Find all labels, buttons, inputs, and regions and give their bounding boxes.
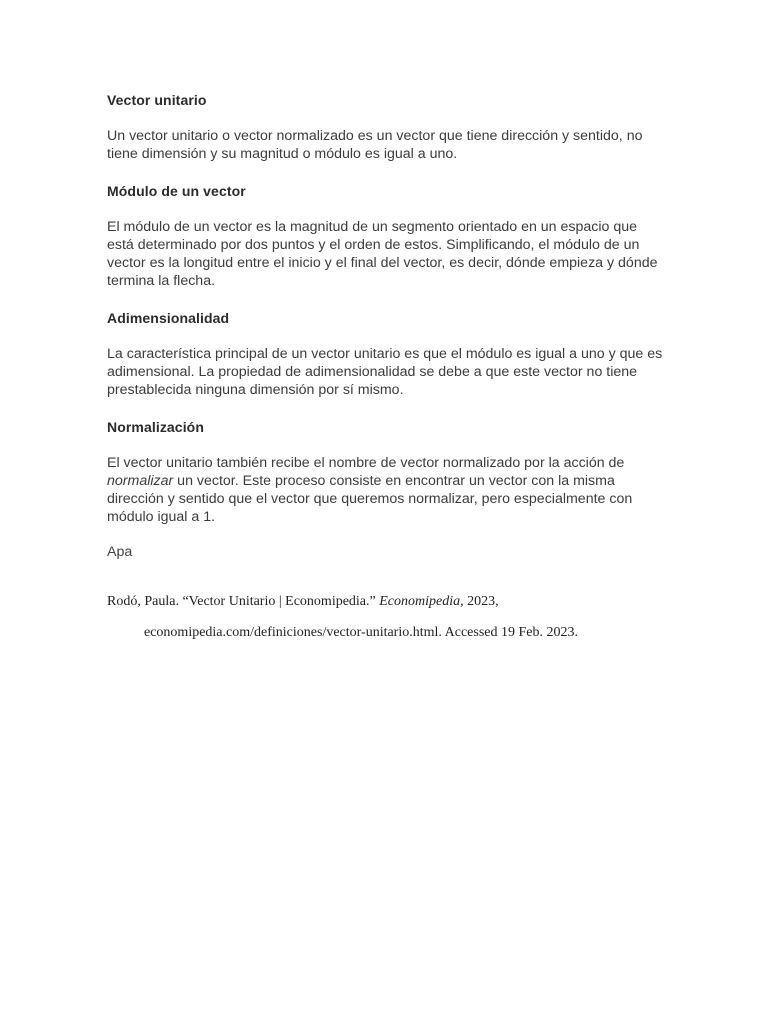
paragraph-modulo-de-un-vector: El módulo de un vector es la magnitud de un segmento orientado en un espacio que está determinado por dos puntos y el orden de estos. Simplificando, el módulo de un vector es la longitud entre el inicio y el final del vector, es decir, dónde empieza y dónde termina la flecha. xyxy=(107,219,658,289)
paragraph-adimensionalidad: La característica principal de un vector unitario es que el módulo es igual a uno y que es adimensional. La propiedad de adimensionalidad se debe a que este vector no tiene prestablecida ninguna dimensión por sí mismo. xyxy=(107,346,663,398)
citation-title: “Vector Unitario | Economipedia.” xyxy=(182,594,380,609)
heading-modulo-de-un-vector: Módulo de un vector xyxy=(107,183,246,199)
citation-line-2: economipedia.com/definiciones/vector-unitario.html. Accessed 19 Feb. 2023. xyxy=(144,625,578,640)
citation-authors: Rodó, Paula. xyxy=(107,594,183,609)
heading-normalizacion: Normalización xyxy=(107,419,204,435)
citation-source: Economipedia xyxy=(379,594,461,609)
citation-line-1 xyxy=(107,593,499,611)
normalizacion-text-after: un vector. Este proceso consiste en encontrar un vector con la misma dirección y sentido que el vector que queremos normalizar, pero especialmente con módulo igual a 1. xyxy=(107,473,633,525)
citation-year: , 2023, xyxy=(460,594,499,609)
heading-adimensionalidad: Adimensionalidad xyxy=(107,310,230,326)
normalizacion-text-before: El vector unitario también recibe el nombre de vector normalizado por la acción de xyxy=(107,455,625,471)
heading-vector-unitario: Vector unitario xyxy=(107,92,207,108)
paragraph-normalizacion xyxy=(107,454,667,526)
paragraph-vector-unitario: Un vector unitario o vector normalizado es un vector que tiene dirección y sentido, no tiene dimensión y su magnitud o módulo es igual a uno. xyxy=(107,128,643,162)
apa-label: Apa xyxy=(107,544,133,560)
normalizacion-text-italic: normalizar xyxy=(107,473,174,489)
document-body xyxy=(107,91,667,561)
